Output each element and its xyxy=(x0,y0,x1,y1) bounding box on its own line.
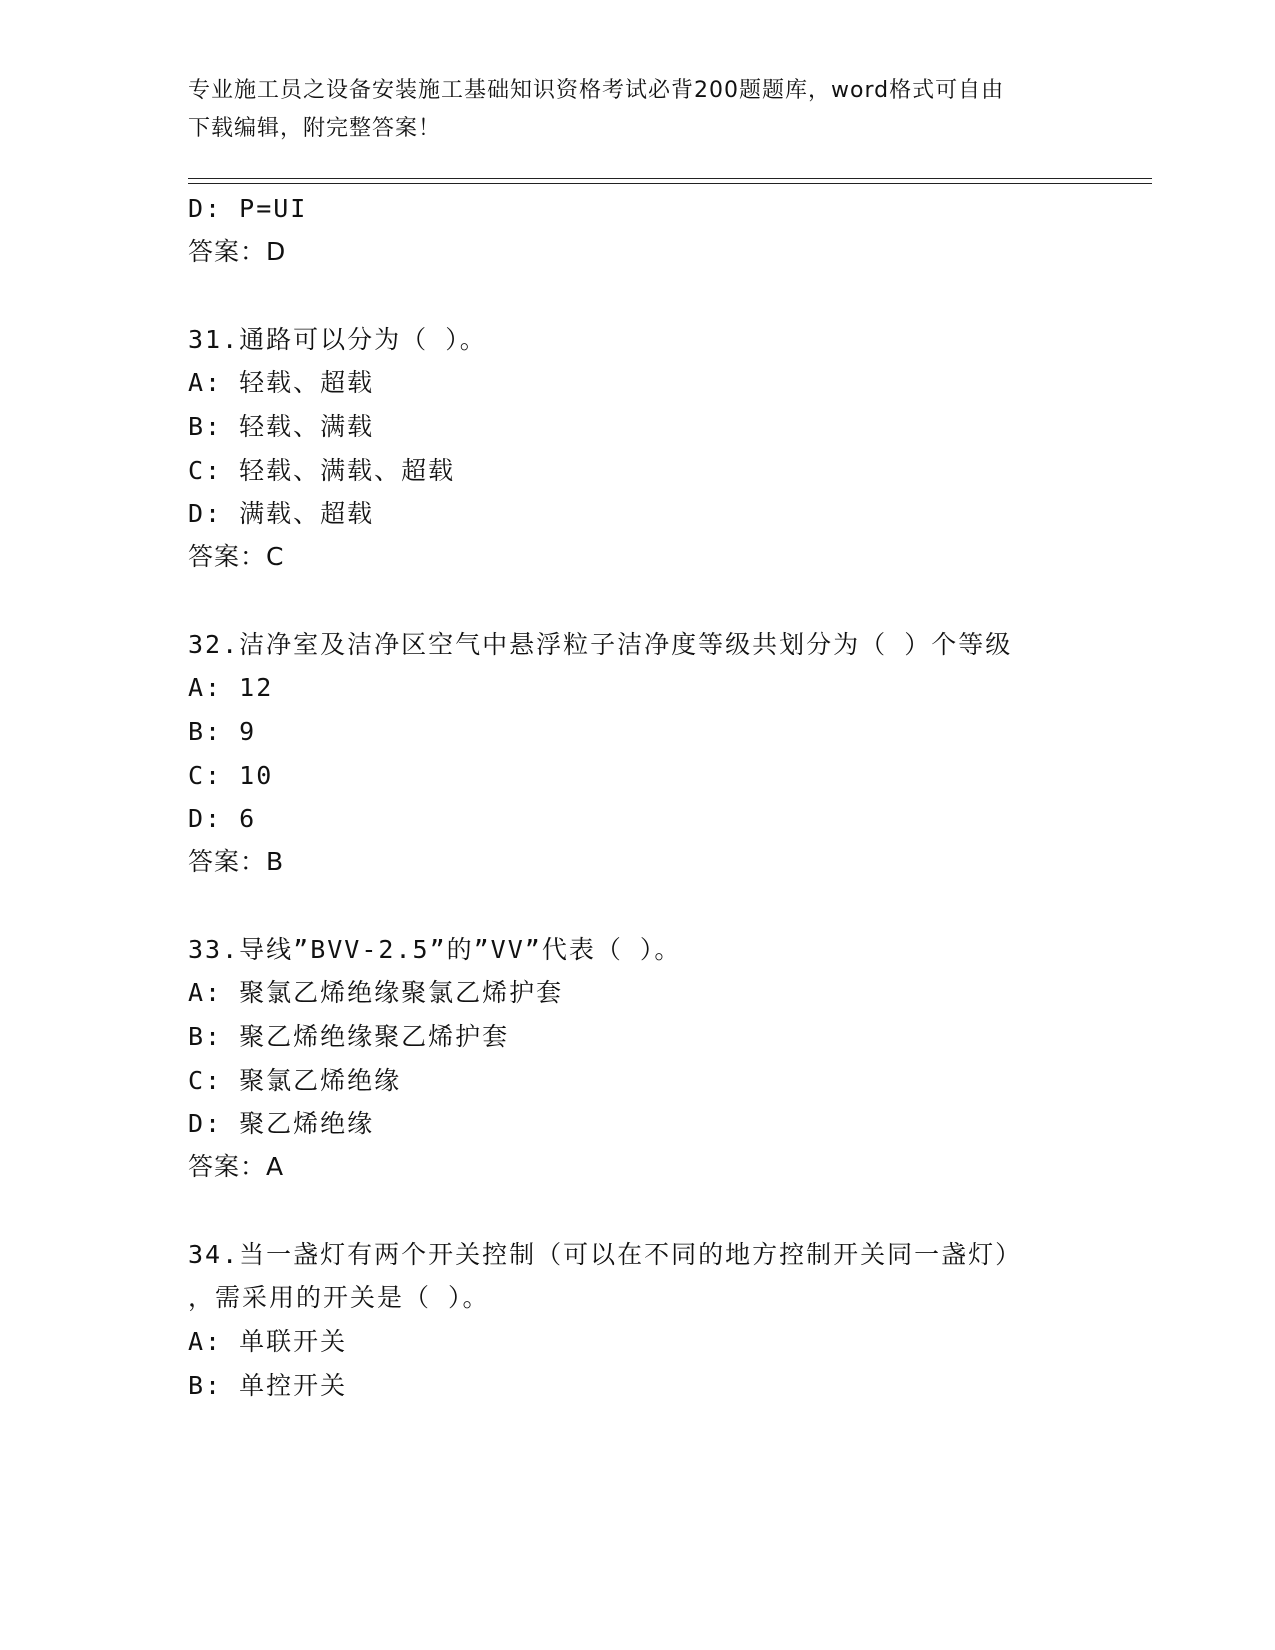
q34-option-a: A: 单联开关 xyxy=(188,1327,348,1356)
q31-answer: 答案：C xyxy=(188,542,285,571)
header-line-1: 专业施工员之设备安装施工基础知识资格考试必背200题题库，word格式可自由 xyxy=(188,78,1005,103)
q33-option-c: C: 聚氯乙烯绝缘 xyxy=(188,1066,402,1095)
q32-option-b: B: 9 xyxy=(188,717,257,746)
q30-option-d: D: P=UI xyxy=(188,194,308,223)
header-rule-bottom xyxy=(188,183,1152,184)
q34-option-b: B: 单控开关 xyxy=(188,1371,348,1400)
q32-option-c: C: 10 xyxy=(188,761,274,790)
q31-stem: 31.通路可以分为（ ）。 xyxy=(188,325,487,354)
q30-answer: 答案：D xyxy=(188,237,287,266)
q33-option-d: D: 聚乙烯绝缘 xyxy=(188,1109,375,1138)
q32-option-a: A: 12 xyxy=(188,673,274,702)
q34-stem-line-2: ，需采用的开关是（ ）。 xyxy=(188,1283,490,1312)
q34-stem-line-1: 34.当一盏灯有两个开关控制（可以在不同的地方控制开关同一盏灯） xyxy=(188,1240,1023,1269)
q33-answer: 答案：A xyxy=(188,1152,285,1181)
q31-option-d: D: 满载、超载 xyxy=(188,499,375,528)
header-rule-top xyxy=(188,178,1152,179)
q32-stem: 32.洁净室及洁净区空气中悬浮粒子洁净度等级共划分为（ ）个等级 xyxy=(188,630,1013,659)
q32-answer: 答案：B xyxy=(188,847,285,876)
q31-option-a: A: 轻载、超载 xyxy=(188,368,375,397)
q31-option-b: B: 轻载、满载 xyxy=(188,412,375,441)
q33-option-a: A: 聚氯乙烯绝缘聚氯乙烯护套 xyxy=(188,978,564,1007)
q32-option-d: D: 6 xyxy=(188,804,257,833)
header-line-2: 下载编辑，附完整答案！ xyxy=(188,116,442,141)
q33-stem: 33.导线”BVV-2.5”的”VV”代表（ ）。 xyxy=(188,935,682,964)
document-header xyxy=(188,72,1088,148)
q33-option-b: B: 聚乙烯绝缘聚乙烯护套 xyxy=(188,1022,510,1051)
q31-option-c: C: 轻载、满载、超载 xyxy=(188,456,456,485)
